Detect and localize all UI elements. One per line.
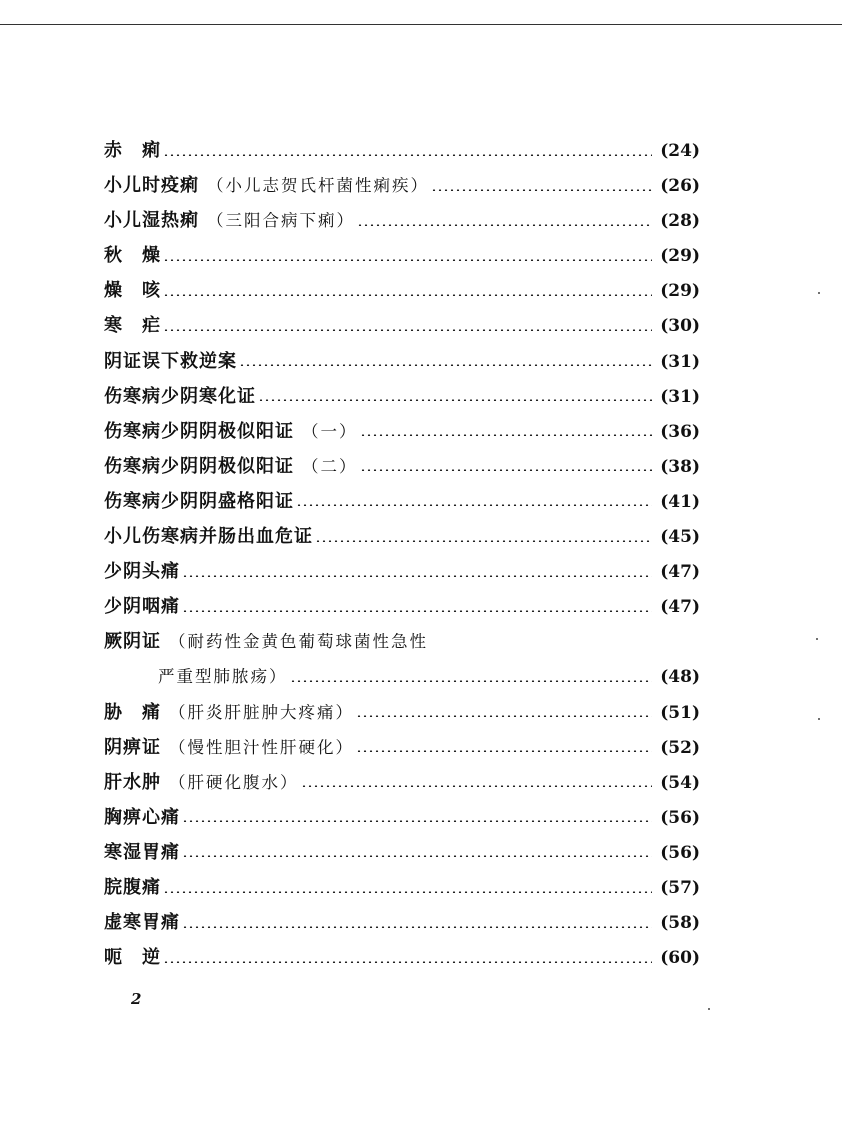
page-number: (56) xyxy=(660,842,700,863)
page-number: (38) xyxy=(660,456,700,477)
dot-leader xyxy=(182,855,652,857)
toc-entry xyxy=(104,765,700,800)
entry-title: 呃 逆 xyxy=(104,947,161,969)
page-number: (60) xyxy=(660,948,700,969)
dot-leader xyxy=(258,399,652,401)
entry-title: 少阴头痛 xyxy=(104,561,180,583)
page-number: (51) xyxy=(660,702,700,723)
entry-title: 伤寒病少阴阴极似阳证 xyxy=(104,420,294,442)
entry-subtitle: （肝炎肝脏肿大疼痛） xyxy=(169,702,354,722)
dot-leader xyxy=(163,154,652,156)
dot-leader xyxy=(163,294,652,296)
dot-leader xyxy=(163,891,652,893)
toc-entry xyxy=(104,554,700,589)
page-number: (29) xyxy=(660,281,700,302)
toc-entry xyxy=(104,624,700,659)
toc-entry xyxy=(104,414,700,449)
dot-leader xyxy=(296,504,652,506)
dot-leader xyxy=(315,540,652,542)
dot-leader xyxy=(182,575,652,577)
scan-speck xyxy=(818,292,820,294)
entry-title: 赤 痢 xyxy=(104,140,161,161)
dot-leader xyxy=(163,329,652,331)
dot-leader xyxy=(163,259,652,261)
entry-title: 虚寒胃痛 xyxy=(104,912,180,934)
page-number: (26) xyxy=(660,176,700,197)
dot-leader xyxy=(360,469,653,471)
toc-entry xyxy=(104,695,700,730)
toc-entry xyxy=(104,800,700,835)
entry-title: 寒湿胃痛 xyxy=(104,841,180,863)
toc-entry xyxy=(104,449,700,484)
dot-leader xyxy=(360,434,653,436)
entry-title: 小儿伤寒病并肠出血危证 xyxy=(104,526,313,548)
entry-subtitle: （耐药性金黄色葡萄球菌性急性 xyxy=(169,632,428,652)
dot-leader xyxy=(163,961,652,963)
dot-leader xyxy=(182,820,652,822)
toc-entry-continuation xyxy=(104,659,700,694)
entry-title: 阴证误下救逆案 xyxy=(104,350,237,372)
page-number: (31) xyxy=(660,351,700,372)
entry-title: 伤寒病少阴阴极似阳证 xyxy=(104,455,294,477)
entry-title: 小儿时疫痢 xyxy=(104,175,199,197)
page-number: (30) xyxy=(660,316,700,337)
entry-subtitle: （慢性胆汁性肝硬化） xyxy=(169,737,354,757)
toc-entry xyxy=(104,870,700,905)
top-rule xyxy=(0,24,842,25)
entry-title: 胁 痛 xyxy=(104,701,161,723)
dot-leader xyxy=(182,926,652,928)
page-number: (57) xyxy=(660,877,700,898)
page-number: (31) xyxy=(660,386,700,407)
toc-entry xyxy=(104,168,700,203)
toc-entry xyxy=(104,484,700,519)
page-number: (52) xyxy=(660,737,700,758)
entry-title: 小儿湿热痢 xyxy=(104,210,199,232)
page-number: (56) xyxy=(660,807,700,828)
page-number: (28) xyxy=(660,211,700,232)
page-number: (58) xyxy=(660,913,700,934)
dot-leader xyxy=(239,364,652,366)
toc-entry xyxy=(104,273,700,308)
page-number: (45) xyxy=(660,527,700,548)
entry-title: 燥 咳 xyxy=(104,280,161,302)
dot-leader xyxy=(290,680,653,682)
page-number: (29) xyxy=(660,246,700,267)
toc-entry xyxy=(104,203,700,238)
toc-entry xyxy=(104,344,700,379)
entry-title: 寒 疟 xyxy=(104,315,161,337)
dot-leader xyxy=(357,224,652,226)
page-number: (48) xyxy=(660,667,700,688)
entry-subtitle: （小儿志贺氏杆菌性痢疾） xyxy=(207,176,429,196)
scan-speck xyxy=(818,718,820,720)
toc-entry xyxy=(104,589,700,624)
toc-entry xyxy=(104,905,700,940)
dot-leader xyxy=(431,189,652,191)
page-number: (47) xyxy=(660,562,700,583)
entry-title: 肝水肿 xyxy=(104,771,161,793)
page-number: (41) xyxy=(660,491,700,512)
entry-subtitle: （三阳合病下痢） xyxy=(207,211,355,231)
page-number: (24) xyxy=(660,141,700,161)
entry-subtitle: （肝硬化腹水） xyxy=(169,772,299,792)
toc-entry xyxy=(104,379,700,414)
scan-speck xyxy=(708,1008,710,1010)
scan-speck xyxy=(816,638,818,640)
footer-page-number: 2 xyxy=(131,990,142,1008)
page-number: (36) xyxy=(660,421,700,442)
entry-title: 伤寒病少阴寒化证 xyxy=(104,385,256,407)
table-of-contents xyxy=(104,133,700,975)
entry-title: 秋 燥 xyxy=(104,245,161,267)
toc-entry xyxy=(104,940,700,975)
dot-leader xyxy=(356,750,652,752)
toc-entry xyxy=(104,730,700,765)
entry-title: 脘腹痛 xyxy=(104,876,161,898)
entry-subtitle: （二） xyxy=(302,456,358,476)
toc-entry xyxy=(104,133,700,168)
page-number: (47) xyxy=(660,597,700,618)
dot-leader xyxy=(301,785,653,787)
entry-subtitle: （一） xyxy=(302,421,358,441)
toc-entry xyxy=(104,308,700,343)
entry-title: 胸痹心痛 xyxy=(104,806,180,828)
entry-title: 少阴咽痛 xyxy=(104,596,180,618)
entry-title: 阴痹证 xyxy=(104,736,161,758)
toc-entry xyxy=(104,238,700,273)
dot-leader xyxy=(356,715,652,717)
toc-entry xyxy=(104,519,700,554)
toc-entry xyxy=(104,835,700,870)
dot-leader xyxy=(182,610,652,612)
entry-title: 伤寒病少阴阴盛格阳证 xyxy=(104,490,294,512)
entry-subtitle: 严重型肺脓疡） xyxy=(158,667,288,687)
entry-title: 厥阴证 xyxy=(104,631,161,653)
page-number: (54) xyxy=(660,772,700,793)
